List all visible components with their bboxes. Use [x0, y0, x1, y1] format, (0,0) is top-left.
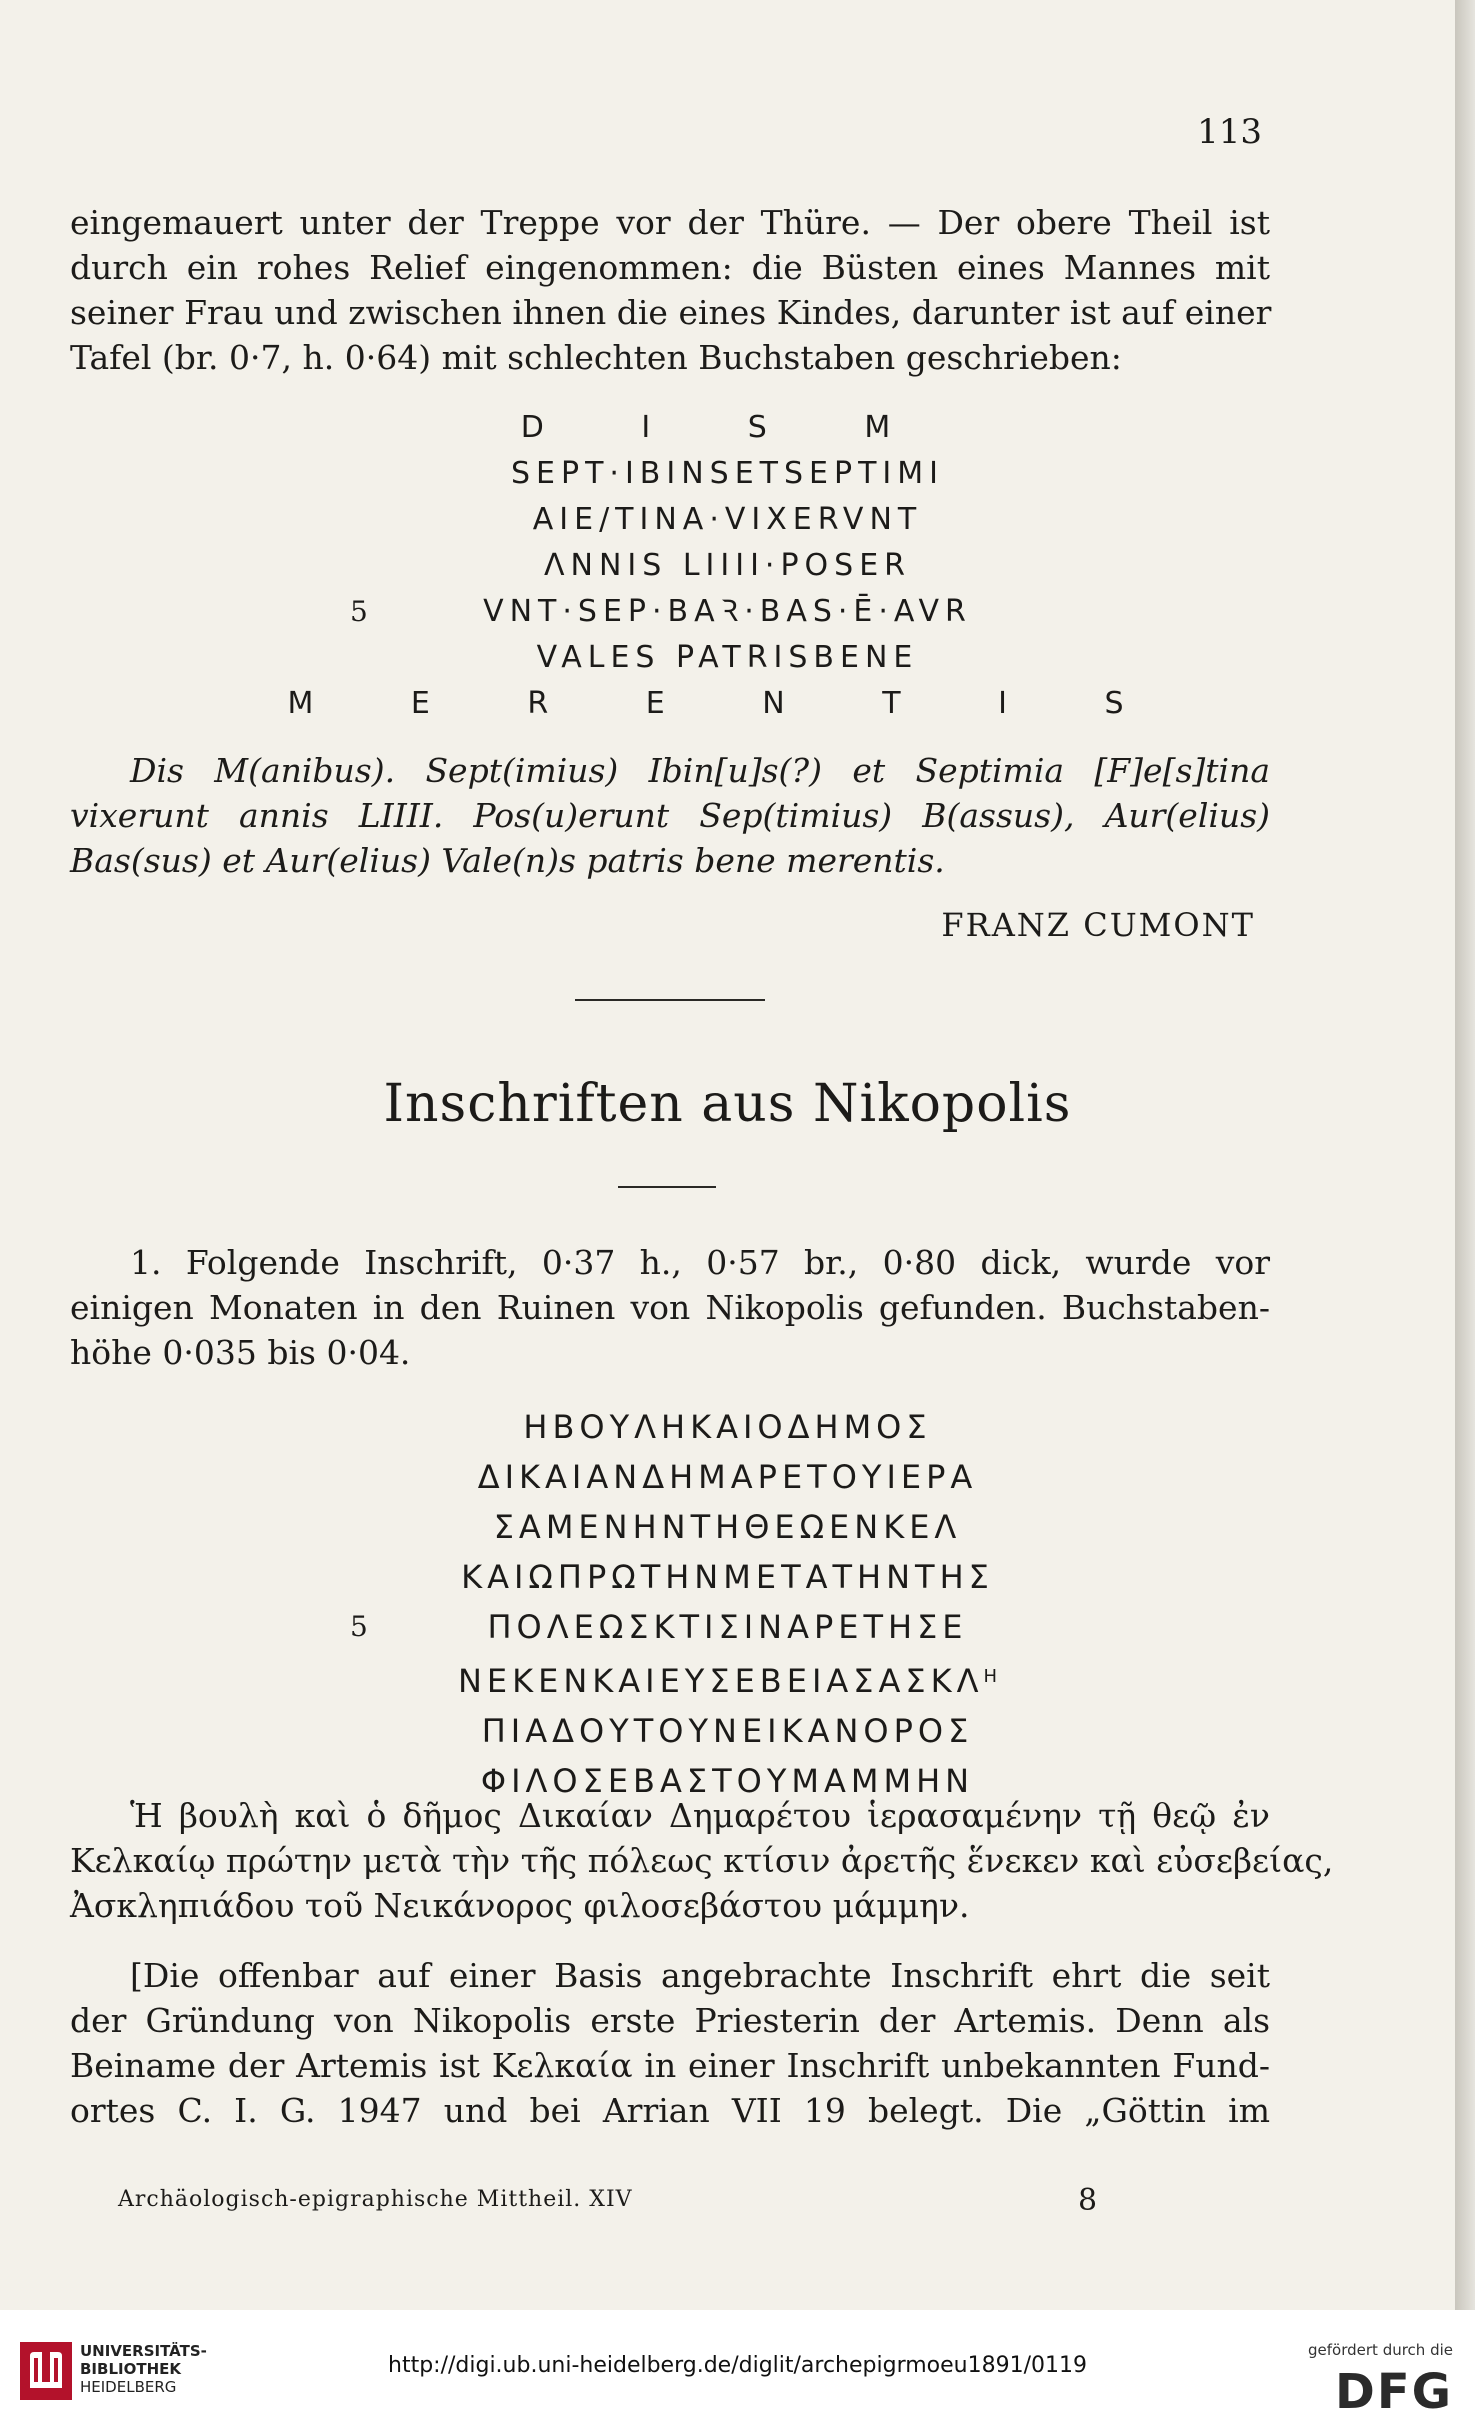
author-signature: FRANZ CUMONT: [941, 906, 1255, 944]
text-line: Tafel (br. 0·7, h. 0·64) mit schlechten Buchstaben geschrieben:: [70, 338, 1122, 377]
inscription-line: ΣΑΜΕΝΗΝΤΗΘΕΩΕΝΚΕΛ: [493, 1508, 962, 1546]
inscription-line: ΠΙΑΔΟΥΤΟΥΝΕΙΚΑΝΟΡΟΣ: [481, 1712, 974, 1750]
text-line: [Die offenbar auf einer Basis angebrachte Inschrift ehrt die seit: [130, 1956, 1270, 1995]
text-line: vixerunt annis LIIII. Pos(u)erunt Sep(timius) B(assus), Aur(elius): [70, 796, 1270, 835]
signature-number: 8: [1078, 2183, 1098, 2218]
inscription-line: AIE/TINA·VIXERVNT: [532, 502, 923, 537]
inscription-line: 5 VNT·SEP·BAꝚ·BAS·Ē·AVR: [0, 589, 1455, 635]
inscription-line: ΗΒΟΥΛΗΚΑΙΟΔΗΜΟΣ: [523, 1408, 932, 1446]
inscription-line: M E R E N T I S: [287, 686, 1168, 721]
inscription-line: ΦΙΛΟΣΕΒΑΣΤΟΥΜΑΜΜΗΝ: [480, 1762, 975, 1800]
inscription-line: ΔΙΚΑΙΑΝΔΗΜΑΡΕΤΟΥΙΕΡΑ: [477, 1458, 978, 1496]
library-name-line: BIBLIOTHEK: [80, 2360, 181, 2378]
dfg-logo[interactable]: DFG: [1334, 2364, 1453, 2420]
text-line: Bas(sus) et Aur(elius) Vale(n)s patris bene merentis.: [70, 841, 945, 880]
page-number: 113: [1197, 112, 1262, 152]
library-name-line: UNIVERSITÄTS-: [80, 2342, 207, 2360]
paragraph-intro: [70, 200, 1270, 380]
section-divider: [575, 999, 765, 1001]
text-line: Beiname der Artemis ist Κελκαία in einer Inschrift unbekannten Fund-: [70, 2046, 1270, 2085]
text-line: eingemauert unter der Treppe vor der Thüre. — Der obere Theil ist: [70, 203, 1270, 242]
inscription-line: ΛNNIS LIIII·POSER: [543, 548, 912, 583]
text-line: 1. Folgende Inschrift, 0·37 h., 0·57 br., 0·80 dick, wurde vor: [130, 1243, 1270, 1282]
inscription-line: VALES PATRISBENE: [536, 640, 919, 675]
inscription-line: ΚΑΙΩΠΡΩΤΗΝΜΕΤΑΤΗΝΤΗΣ: [461, 1558, 994, 1596]
section-heading: Inschriften aus Nikopolis: [383, 1074, 1072, 1134]
page-edge: [1455, 0, 1475, 2310]
text-line: der Gründung von Nikopolis erste Priesterin der Artemis. Denn als: [70, 2001, 1270, 2040]
paragraph-nikopolis: [70, 1240, 1270, 1375]
greek-inscription: [0, 1402, 1455, 1806]
inscription-line: D I S M: [520, 410, 935, 445]
latin-inscription: [0, 405, 1455, 727]
inscription-line: $NEKENKAIE\Upsilon\Sigma EBEIA\Sigma A\Sigma K\Lambda^H$: [457, 1662, 998, 1700]
inscription-line: SEPT·IBINSETSEPTIMI: [511, 456, 944, 491]
paragraph-commentary: [70, 1953, 1270, 2133]
dfg-caption: gefördert durch die: [1308, 2341, 1453, 2359]
text-line: höhe 0·035 bis 0·04.: [70, 1333, 411, 1372]
heading-rule: [618, 1186, 716, 1188]
library-name-line: HEIDELBERG: [80, 2378, 177, 2396]
journal-footer: Archäologisch-epigraphische Mittheil. XIV: [118, 2187, 633, 2212]
text-line: ortes C. I. G. 1947 und bei Arrian VII 19 belegt. Die „Göttin im: [70, 2091, 1270, 2130]
text-line: Κελκαίῳ πρώτην μετὰ τὴν τῆς πόλεως κτίσιν ἀρετῆς ἕνεκεν καὶ εὐσεβείας,: [70, 1841, 1334, 1880]
inscription-line: 5 ΠΟΛΕΩΣΚΤΙΣΙΝΑΡΕΤΗΣΕ: [0, 1602, 1455, 1652]
text-line: einigen Monaten in den Ruinen von Nikopolis gefunden. Buchstaben-: [70, 1288, 1270, 1327]
permalink-url[interactable]: http://digi.ub.uni-heidelberg.de/diglit/archepigrmoeu1891/0119: [388, 2353, 1087, 2378]
text-line: Dis M(anibus). Sept(imius) Ibin[u]s(?) et Septimia [F]e[s]tina: [130, 751, 1270, 790]
text-line: durch ein rohes Relief eingenommen: die Büsten eines Mannes mit: [70, 248, 1270, 287]
text-line: Ἀσκληπιάδου τοῦ Νεικάνορος φιλοσεβάστου μάμμην.: [70, 1886, 970, 1925]
line-number: 5: [350, 595, 368, 628]
superscript-letter: Η: [983, 1666, 998, 1687]
latin-transcription: [70, 748, 1270, 883]
line-number: 5: [350, 1610, 368, 1643]
greek-transcription: [70, 1793, 1334, 1928]
text-line: Ἡ βουλὴ καὶ ὁ δῆμος Δικαίαν Δημαρέτου ἱερασαμένην τῇ θεῷ ἐν: [130, 1796, 1270, 1835]
text-line: seiner Frau und zwischen ihnen die eines Kindes, darunter ist auf einer: [70, 293, 1272, 332]
